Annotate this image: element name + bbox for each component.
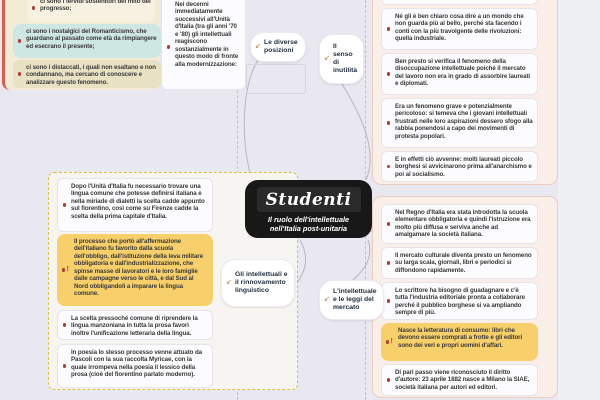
text-card[interactable] (381, 8, 538, 50)
bullet-icon (387, 299, 391, 303)
bullet-icon (63, 323, 67, 327)
text-card[interactable] (381, 204, 538, 244)
center-topic-node[interactable] (245, 180, 372, 238)
card-text: In poesia lo stesso processo venne attuato da Pascoli con la sua raccolta Myricae, con la quale irrompeva nella poesia il lessico della prosa (cioè del fiorentino parlato moderno). (71, 349, 202, 379)
branch-node-diverse-posizioni[interactable] (250, 32, 306, 62)
text-card[interactable] (57, 344, 213, 388)
layout-guide-box (246, 64, 306, 94)
branch-arrow-icon: ↙ (226, 279, 232, 286)
group-container-diverse-posizioni[interactable] (2, 0, 160, 90)
text-card[interactable] (161, 0, 246, 90)
card-text: Nel Regno d'Italia era stata introdotta la scuola elementare obbligatoria e quindi l'istruzione era molto più diffusa e serviva anche ad amalgamare la società italiana. (395, 209, 531, 239)
text-card[interactable] (381, 247, 538, 279)
center-title: Studenti (265, 189, 352, 210)
card-text: Il mercato culturale diventa presto un fenomeno su larga scala, giornali, libri e periodici si diffondono rapidamente. (395, 252, 532, 274)
card-text: Lo scrittore ha bisogno di guadagnare e c'è tutta l'industria editoriale pronta a collaborare perché il pubblico borghese si va ampliando sempre di più. (395, 287, 525, 317)
card-text: Di pari passo viene riconosciuto il diritto d'autore: 23 aprile 1882 nasce a Milano la SIAE, società italiana per autori ed editori. (395, 369, 530, 391)
text-card[interactable] (381, 364, 538, 396)
branch-label: Le diverse posizioni (264, 38, 298, 54)
text-card[interactable] (57, 178, 213, 232)
branch-label: L'intellettuale e le leggi del mercato (333, 287, 377, 311)
bullet-icon (386, 340, 390, 344)
canvas-right-area (558, 0, 600, 400)
card-text: ci sono i fervidi sostenitori del mito del progresso; (40, 0, 151, 13)
branch-arrow-icon: ↙ (324, 296, 330, 303)
card-text: E in effetti ciò avvenne: molti laureati piccolo borghesi si avvicinarono prima all'anarchismo e poi al socialismo. (395, 156, 532, 178)
branch-node-leggi-mercato[interactable] (319, 280, 384, 320)
text-card[interactable] (27, 0, 155, 22)
branch-label: Gli intellettuali e il rinnovamento linguistico (235, 270, 288, 294)
bullet-icon (62, 268, 66, 272)
branch-arrow-icon: ↙ (324, 55, 330, 62)
card-text: ci sono i nostalgici del Romanticismo, che guardano al passato come età da rimpiangere ed esecrano il presente; (26, 28, 157, 50)
group-container-leggi-mercato[interactable] (372, 196, 558, 398)
card-text: Era un fenomeno grave e potenzialmente pericoloso: si temeva che i giovani intellettuali frustrati nelle loro aspirazioni dessero sfogo alla rabbia ponendosi a capo dei movimenti di protesta popolari. (395, 103, 533, 140)
text-card[interactable] (57, 310, 213, 340)
card-text: Nasce la letteratura di consumo: libri che devono essere comprati a frotte e gli editori sono dei veri e propri uomini d'affari. (398, 327, 523, 349)
card-text: Nei decenni immediatamente successivi all'Unità d'Italia (tra gli anni '70 e '80) gli intellettuali reagiscono sostanzialmente in questo modo di fronte alla modernizzazione: (175, 1, 239, 68)
warning-icon: ! (390, 337, 393, 345)
text-card[interactable] (13, 24, 161, 58)
bullet-icon (387, 27, 391, 31)
bullet-icon (63, 364, 67, 368)
branch-arrow-icon: ↙ (255, 43, 261, 50)
text-card-highlighted[interactable] (57, 234, 213, 306)
bullet-icon (167, 45, 171, 49)
bullet-icon (18, 39, 22, 43)
text-card[interactable] (381, 282, 538, 320)
bullet-icon (32, 6, 36, 10)
card-text: Ben presto si verifica il fenomeno della disoccupazione intellettuale poiché il mercato del lavoro non era in grado di assorbire laureati e diplomati. (395, 58, 531, 88)
branch-node-rinnovamento-linguistico[interactable] (221, 259, 295, 307)
bullet-icon (387, 165, 391, 169)
card-text: Dopo l'Unità d'Italia fu necessario trovare una lingua comune che potesse definirsi italiana e nella miriade di dialetti la scelta cadde appunto sul fiorentino, così come su Firenze cadde la scelta della prima capitale d'Italia. (71, 183, 205, 220)
warning-icon: ! (66, 265, 69, 273)
text-card-clipped[interactable] (381, 0, 538, 5)
center-subtitle: Il ruolo dell'intellettuale nell'Italia post-unitaria (267, 215, 350, 234)
text-card[interactable] (381, 53, 538, 95)
card-text: Il processo che portò all'affermazione dell'italiano fu favorito dalla scuola dell'obbligo, dall'istituzione della leva militare obbligatoria e dall'industrializzazione, che spinse masse di lavoratori e le loro famiglie dalle campagne verso le città, e dal Sud al Nord obbligandoli a imparare la lingua comune. (74, 238, 203, 298)
bullet-icon (387, 378, 391, 382)
card-text: La scelta pressoché comune di riprendere la lingua manzoniana in tutta la prosa favorì inoltre l'unificazione letteraria della lingua. (71, 315, 198, 337)
bullet-icon (63, 203, 67, 207)
bullet-icon (387, 261, 391, 265)
text-card[interactable] (13, 60, 161, 88)
text-card[interactable] (381, 98, 538, 148)
card-text: ci sono i distaccati, i quali non esaltano e non condannano, ma cercano di conoscere e analizzare questo fenomeno. (26, 64, 156, 86)
text-card-highlighted[interactable] (381, 323, 538, 361)
text-card[interactable] (381, 151, 538, 182)
branch-node-senso-inutilita[interactable] (319, 34, 364, 84)
bullet-icon (387, 121, 391, 125)
group-container-senso-inutilita[interactable] (372, 0, 558, 185)
bullet-icon (18, 72, 22, 76)
bullet-icon (387, 72, 391, 76)
center-title-box (257, 187, 361, 212)
branch-label: Il senso di inutilità (333, 42, 358, 75)
card-text: Né gli è ben chiaro cosa dire a un mondo che non guarda più al bello, perché sta facendo i conti con la più travolgente delle rivoluzioni: quella industriale. (395, 13, 524, 43)
bullet-icon (387, 222, 391, 226)
